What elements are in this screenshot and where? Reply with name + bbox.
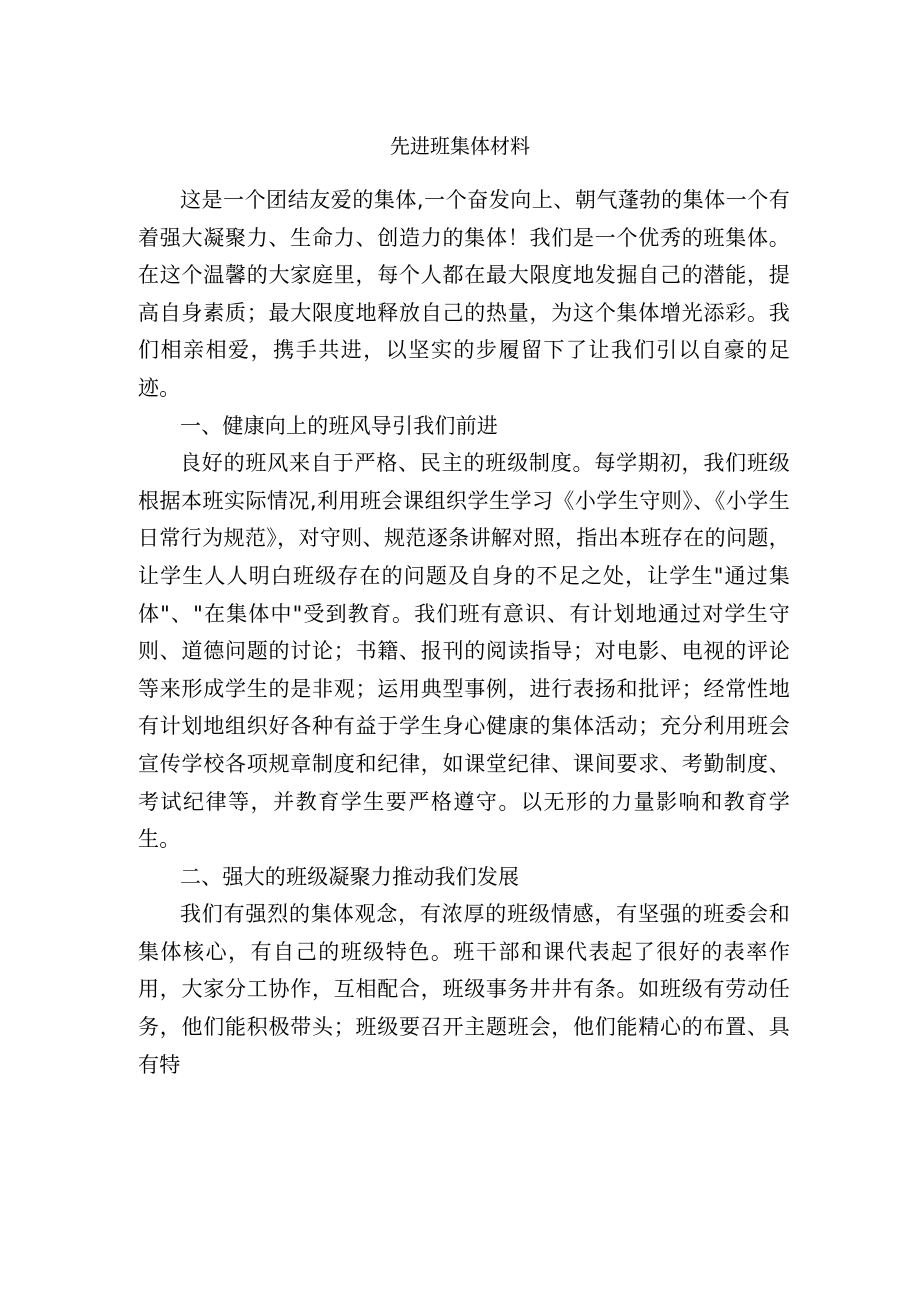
document-body <box>138 182 790 1084</box>
section-heading-2: 二、强大的班级凝聚力推动我们发展 <box>180 864 520 889</box>
document-title: 先进班集体材料 <box>390 134 530 158</box>
section-2-paragraph: 我们有强烈的集体观念，有浓厚的班级情感，有坚强的班委会和集体核心，有自己的班级特色。班干部和课代表起了很好的表率作用，大家分工协作，互相配合，班级事务井井有条。如班级有劳动任务，他们能积极带头；班级要召开主题班会，他们能精心的布置、具有特 <box>138 902 790 1077</box>
section-1-paragraph: 良好的班风来自于严格、民主的班级制度。每学期初，我们班级根据本班实际情况,利用班会课组织学生学习《小学生守则》、《小学生日常行为规范》，对守则、规范逐条讲解对照，指出本班存在的问题，让学生人人明白班级存在的问题及自身的不足之处，让学生"通过集体"、"在集体中"受到教育。我们班有意识、有计划地通过对学生守则、道德问题的讨论；书籍、报刊的阅读指导；对电影、电视的评论等来形成学生的是非观；运用典型事例，进行表扬和批评；经常性地有计划地组织好各种有益于学生身心健康的集体活动；充分利用班会宣传学校各项规章制度和纪律，如课堂纪律、课间要求、考勤制度、考试纪律等，并教育学生要严格遵守。以无形的力量影响和教育学生。 <box>138 451 790 852</box>
intro-paragraph: 这是一个团结友爱的集体,一个奋发向上、朝气蓬勃的集体一个有着强大凝聚力、生命力、创造力的集体！我们是一个优秀的班集体。在这个温馨的大家庭里，每个人都在最大限度地发掘自己的潜能，提高自身素质；最大限度地释放自己的热量，为这个集体增光添彩。我们相亲相爱，携手共进，以坚实的步履留下了让我们引以自豪的足迹。 <box>138 188 790 400</box>
section-heading-1: 一、健康向上的班风导引我们前进 <box>180 413 498 438</box>
